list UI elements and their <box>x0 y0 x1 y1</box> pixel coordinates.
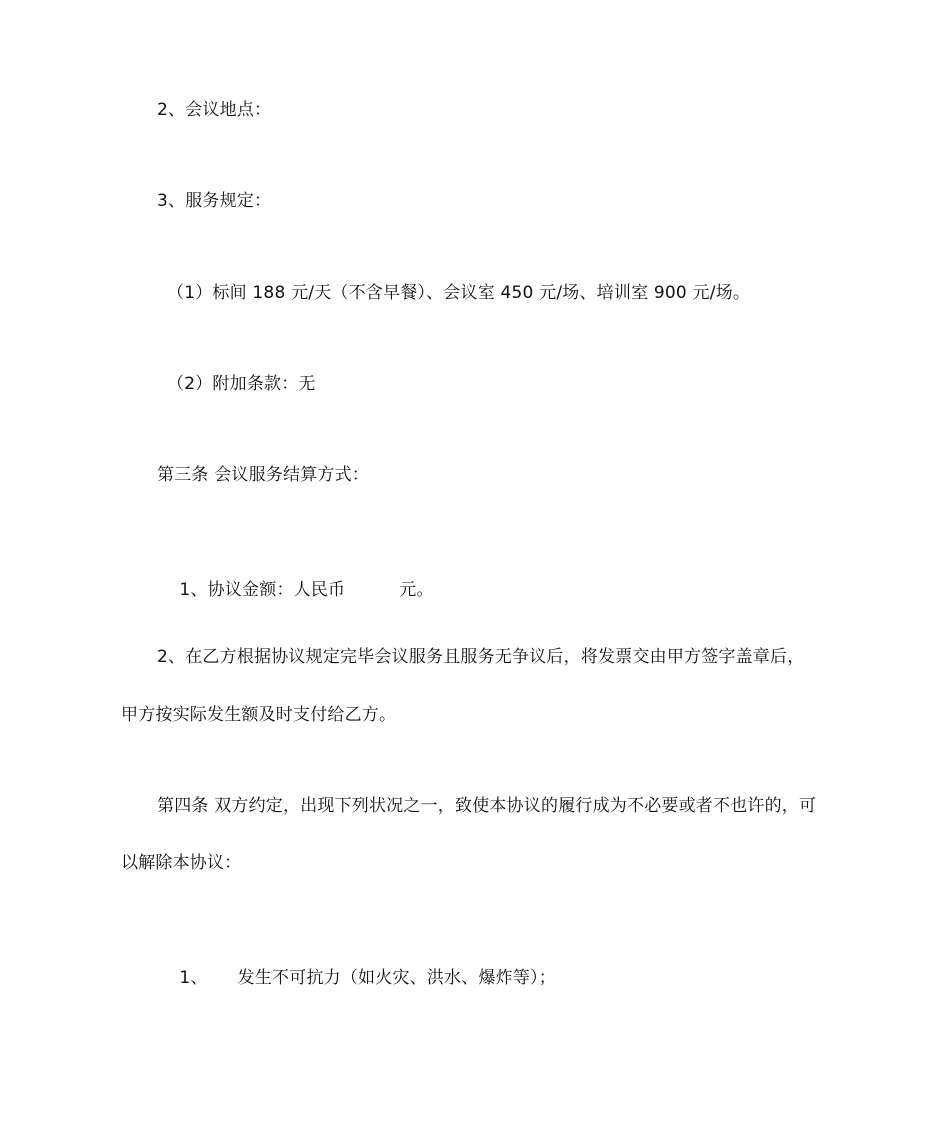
clause-pricing: （1）标间 188 元/天（不含早餐）、会议室 450 元/场、培训室 900 元/场。 <box>167 283 751 303</box>
clause-agreement-amount <box>157 554 434 626</box>
clause-payment-terms-line2: 甲方按实际发生额及时支付给乙方。 <box>121 705 397 725</box>
article-four-line1: 第四条 双方约定，出现下列状况之一，致使本协议的履行成为不必要或者不也许的，可 <box>157 796 817 816</box>
clause-payment-terms-line1: 2、在乙方根据协议规定完毕会议服务且服务无争议后，将发票交由甲方签字盖章后， <box>157 647 805 667</box>
clause-force-majeure <box>157 942 556 1014</box>
clause-additional-terms: （2）附加条款：无 <box>167 374 316 394</box>
article-three-heading: 第三条 会议服务结算方式： <box>157 465 370 485</box>
agreement-amount-label: 1、协议金额：人民币 <box>179 580 346 600</box>
clause-meeting-location: 2、会议地点： <box>157 100 272 120</box>
amount-unit: 元。 <box>399 580 434 600</box>
clause-service-rules: 3、服务规定： <box>157 191 272 211</box>
force-majeure-text: 发生不可抗力（如火灾、洪水、爆炸等）； <box>237 968 556 988</box>
force-majeure-number: 1、 <box>179 968 208 988</box>
article-four-line2: 以解除本协议： <box>121 853 242 873</box>
